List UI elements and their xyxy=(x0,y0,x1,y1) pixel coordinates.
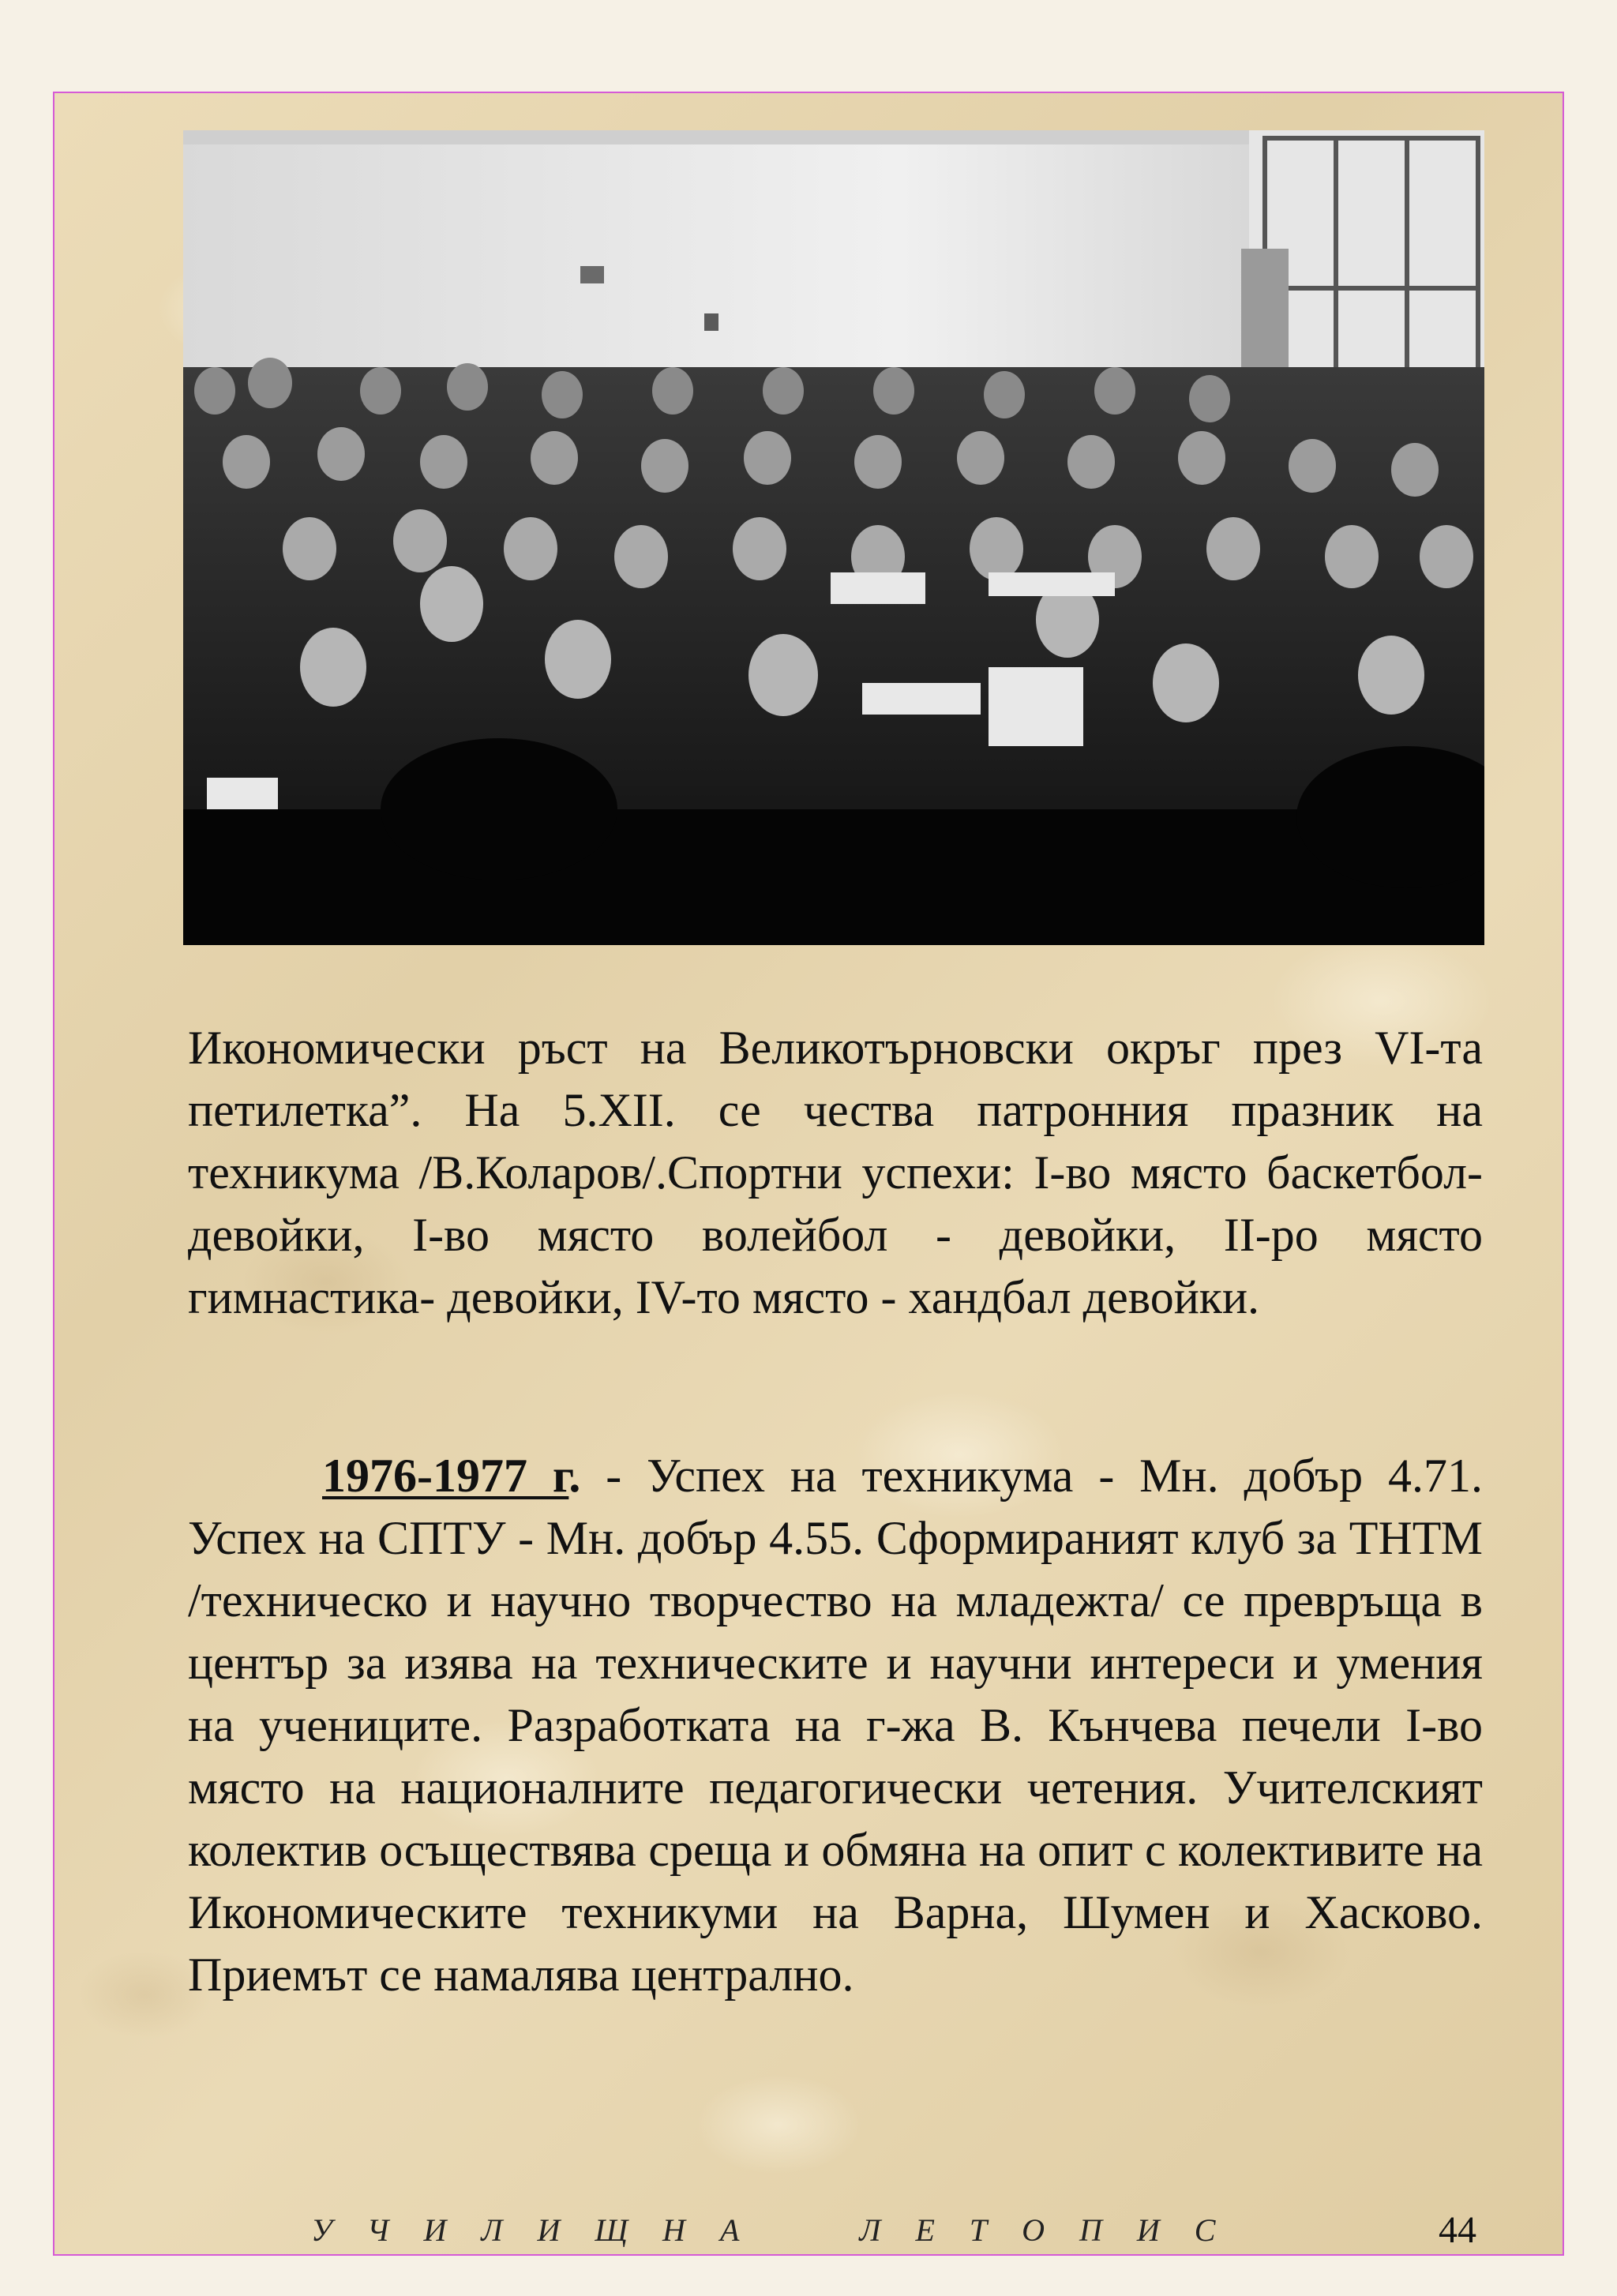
group-photo xyxy=(183,130,1484,945)
footer-title: УЧИЛИЩНА ЛЕТОПИС xyxy=(311,2212,1251,2248)
page-number: 44 xyxy=(1439,2209,1476,2251)
paragraph-1-text: Икономически ръст на Великотърновски окръг през VI-та петилетка”. На 5.XII. се чества патронния празник на техникума /В.Коларов/.Спортни успехи: I-во място баскетбол- девойки, I-во място волейбол - девойки, II-ро място гимнастика- девойки, IV-то място - хандбал девойки. xyxy=(188,1022,1483,1323)
black-and-white-group-photo-icon xyxy=(183,130,1484,945)
paragraph-1 xyxy=(188,1017,1483,1329)
year-heading: 1976-1977 г xyxy=(322,1450,569,1502)
year-suffix: . xyxy=(568,1450,581,1502)
paragraph-2-text: - Успех на техникума - Мн. добър 4.71. Успех на СПТУ - Мн. добър 4.55. Сформираният клуб за ТНТМ /техническо и научно творчество на младежта/ се превръща в център за изява на техническите и научни интереси и умения на учениците. Разработката на г-жа В. Кънчева печели I-во място на националните педагогически четения. Учителският колектив осъществява среща и обмяна на опит с колективите на Икономическите техникуми на Варна, Шумен и Хасково. Приемът се намалява централно. xyxy=(188,1450,1483,2001)
paragraph-2 xyxy=(188,1445,1483,2006)
